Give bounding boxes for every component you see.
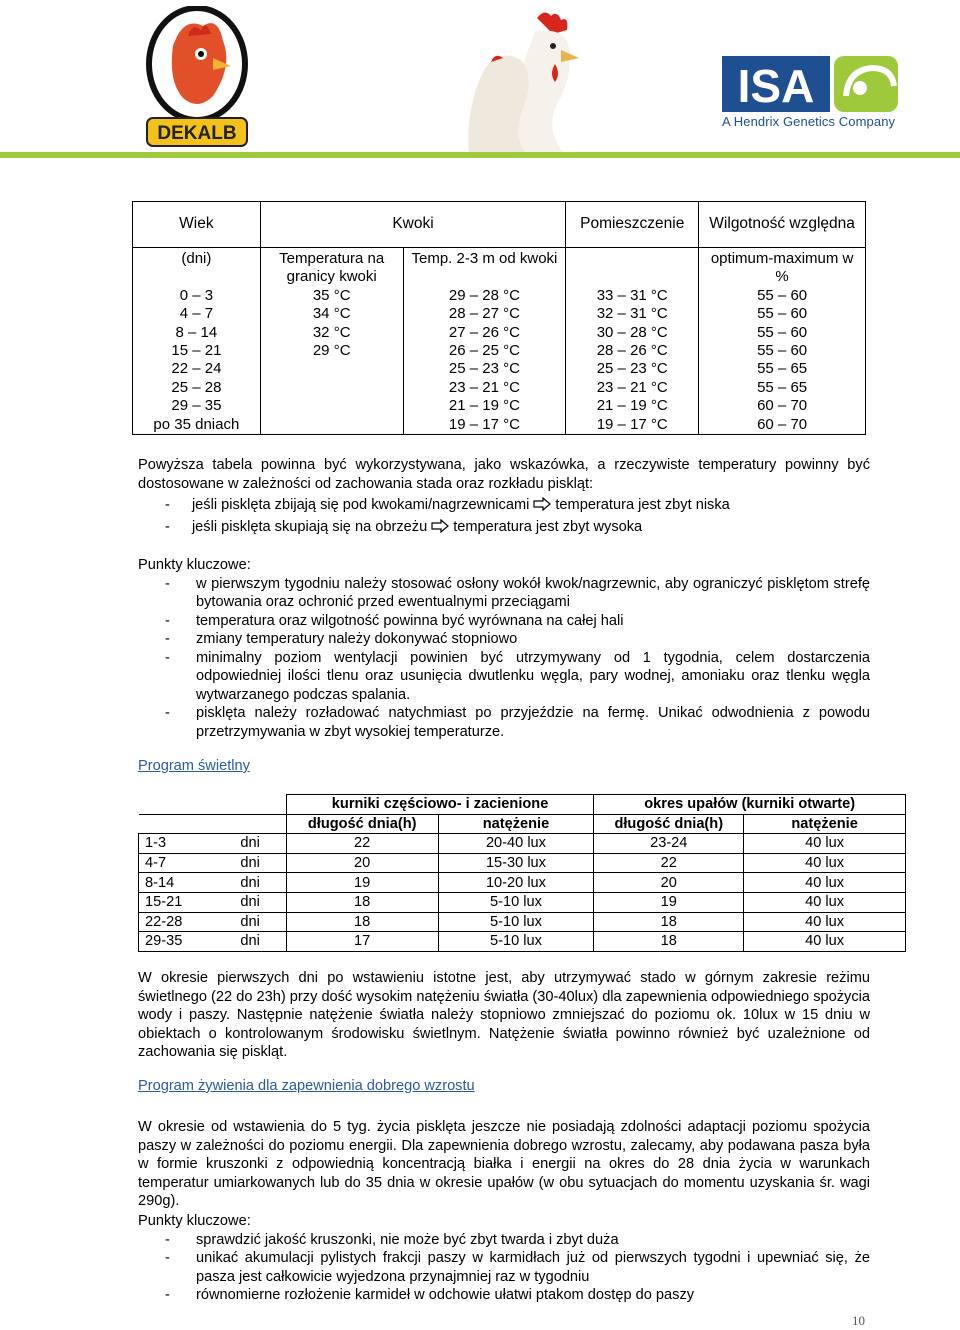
- note-item-hot: [138, 518, 870, 537]
- key-point-text: równomierne rozłożenie karmideł w odchowie ułatwi ptakom dostęp do paszy: [196, 1287, 695, 1303]
- sub-optimum: optimum-maximum w %: [699, 248, 866, 287]
- dash: -: [165, 1287, 170, 1303]
- light-table-group-header: [139, 795, 906, 815]
- humidity-cell: 55 – 60: [757, 341, 808, 359]
- room-temp-cell: 33 – 31 °C: [596, 286, 668, 304]
- temperature-table-body: [133, 287, 866, 435]
- light-row: [139, 912, 906, 932]
- room-temp-column: [566, 287, 699, 435]
- int2-cell: 40 lux: [744, 834, 906, 854]
- dash: -: [165, 631, 170, 647]
- range-cell: 4-7: [139, 853, 233, 873]
- light-row: [139, 853, 906, 873]
- key-point-text: zmiany temperatury należy dokonywać stopniowo: [196, 631, 518, 647]
- edge-temp-cell: 32 °C: [312, 323, 351, 341]
- day1-cell: 20: [286, 853, 438, 873]
- int1-cell: 10-20 lux: [438, 873, 594, 893]
- day1-cell: 18: [286, 892, 438, 912]
- int2-cell: 40 lux: [744, 892, 906, 912]
- key-points-title: Punkty kluczowe:: [138, 1213, 251, 1229]
- note-item-hot-condition: jeśli pisklęta skupiają się na obrzeżu: [191, 519, 428, 535]
- day1-cell: 22: [286, 834, 438, 854]
- feeding-key-points: [138, 1212, 870, 1305]
- range-cell: 1-3: [139, 834, 233, 854]
- key-point-item: [138, 1249, 870, 1286]
- unit-cell: dni: [232, 932, 286, 952]
- header-divider: [0, 152, 960, 158]
- age-cell: 25 – 28: [171, 378, 222, 396]
- near-temp-cell: 26 – 25 °C: [448, 341, 520, 359]
- light-row: [139, 873, 906, 893]
- int2-cell: 40 lux: [744, 912, 906, 932]
- col-intensity-1: natężenie: [438, 814, 594, 834]
- isa-logo: [722, 52, 902, 132]
- key-point-text: temperatura oraz wilgotność powinna być wyrównana na całej hali: [196, 612, 624, 629]
- edge-temp-cell: [265, 379, 399, 397]
- col-wilgotnosc: Wilgotność względna: [699, 202, 866, 248]
- blank-cell: [139, 795, 287, 815]
- dash: -: [165, 649, 170, 666]
- int1-cell: 5-10 lux: [438, 932, 594, 952]
- key-point-text: unikać akumulacji pylistych frakcji paszy w karmidłach już od pierwszych tygodni i upewniać się, że pasza jest całkowicie wyjedzona przynajmniej raz w tygodniu: [196, 1250, 870, 1285]
- edge-temp-cell: 35 °C: [312, 286, 351, 304]
- room-temp-cell: 23 – 21 °C: [596, 378, 668, 396]
- int1-cell: 5-10 lux: [438, 892, 594, 912]
- day2-cell: 19: [594, 892, 744, 912]
- humidity-cell: 55 – 60: [757, 286, 808, 304]
- light-row: [139, 892, 906, 912]
- sub-temp-2-3m: Temp. 2-3 m od kwoki: [403, 248, 566, 287]
- temperature-table: [132, 201, 866, 435]
- col-wiek: Wiek: [133, 202, 261, 248]
- note-item-cold-condition: jeśli pisklęta zbijają się pod kwokami/nagrzewnicami: [191, 497, 530, 513]
- key-points-title: Punkty kluczowe:: [138, 557, 251, 573]
- humidity-cell: 55 – 60: [757, 323, 808, 341]
- key-point-text: pisklęta należy rozładować natychmiast po przyjeździe na fermę. Unikać odwodnienia z powodu przetrzymywania w zbyt wysokiej temperaturze.: [196, 705, 870, 740]
- dash: -: [165, 612, 170, 629]
- near-temp-cell: 27 – 26 °C: [448, 323, 520, 341]
- light-program-paragraph: W okresie pierwszych dni po wstawieniu istotne jest, aby utrzymywać stado w górnym zakresie reżimu świetlnego (22 do 23h) przy dość wysokim natężeniu światła (30-40lux) dla zapewnienia odpowiedniego spożycia wody i paszy. Następnie natężenie światła należy stopniowo zmniejszać do poziomu ok. 10lux w 15 dniu w obiektach o kontrolowanym środowisku świetlnym. Natężenie światła powinno również być uzależnione od zachowania się piskląt.: [138, 970, 870, 1060]
- day2-cell: 18: [594, 932, 744, 952]
- sub-dni: (dni): [133, 248, 261, 287]
- arrow-right-icon: [431, 519, 449, 533]
- age-cell: 0 – 3: [179, 286, 214, 304]
- humidity-cell: 55 – 60: [757, 305, 808, 323]
- page-number: 10: [852, 1313, 865, 1328]
- light-row: [139, 834, 906, 854]
- edge-temp-cell: [265, 360, 399, 378]
- int1-cell: 15-30 lux: [438, 853, 594, 873]
- dash: -: [165, 705, 170, 721]
- age-cell: 8 – 14: [175, 323, 218, 341]
- dash: -: [165, 1250, 170, 1266]
- key-point-item: [138, 612, 870, 631]
- sub-temp-granica: Temperatura na granicy kwoki: [260, 248, 403, 287]
- edge-temp-cell: [265, 397, 399, 415]
- near-temp-cell: 25 – 23 °C: [448, 360, 520, 378]
- key-point-item: [138, 630, 870, 649]
- near-temp-cell: 19 – 17 °C: [448, 415, 520, 433]
- col-intensity-2: natężenie: [744, 814, 906, 834]
- note-item-cold-result: temperatura jest zbyt niska: [555, 497, 730, 513]
- near-temp-cell: 21 – 19 °C: [448, 397, 520, 415]
- age-cell: 22 – 24: [171, 360, 222, 378]
- key-point-item: [138, 1231, 870, 1250]
- near-temp-cell: 28 – 27 °C: [448, 305, 520, 323]
- table-note: Powyższa tabela powinna być wykorzystywana, jako wskazówka, a rzeczywiste temperatury powinny być dostosowane w zależności od zachowania stada oraz rozkładu piskląt:: [138, 457, 870, 492]
- room-temp-cell: 32 – 31 °C: [596, 305, 668, 323]
- near-temp-cell: 23 – 21 °C: [448, 378, 520, 396]
- int2-cell: 40 lux: [744, 853, 906, 873]
- group-hot: okres upałów (kurniki otwarte): [594, 795, 906, 815]
- light-program-link[interactable]: Program świetlny: [138, 758, 250, 774]
- day2-cell: 22: [594, 853, 744, 873]
- int2-cell: 40 lux: [744, 873, 906, 893]
- hens-image: [465, 8, 585, 152]
- humidity-cell: 55 – 65: [757, 360, 808, 378]
- key-point-item: [138, 704, 870, 741]
- day1-cell: 18: [286, 912, 438, 932]
- room-temp-cell: 28 – 26 °C: [596, 341, 668, 359]
- key-point-item: [138, 649, 870, 705]
- unit-cell: dni: [232, 912, 286, 932]
- near-temp-cell: 29 – 28 °C: [448, 286, 520, 304]
- key-point-item: [138, 1286, 870, 1305]
- near-temp-column: [403, 287, 566, 435]
- light-table-col-header: [139, 814, 906, 834]
- feeding-program-link[interactable]: Program żywienia dla zapewnienia dobrego wzrostu: [138, 1078, 475, 1094]
- day2-cell: 20: [594, 873, 744, 893]
- int1-cell: 20-40 lux: [438, 834, 594, 854]
- note-item-cold: [138, 496, 870, 515]
- key-point-text: sprawdzić jakość kruszonki, nie może być zbyt twarda i zbyt duża: [196, 1231, 619, 1248]
- col-day-length-1: długość dnia(h): [286, 814, 438, 834]
- day1-cell: 17: [286, 932, 438, 952]
- humidity-cell: 60 – 70: [757, 397, 808, 415]
- day2-cell: 18: [594, 912, 744, 932]
- key-point-text: w pierwszym tygodniu należy stosować osłony wokół kwok/nagrzewnic, aby ograniczyć pisklętom strefę bytowania oraz ochronić przed ewentualnymi przeciągami: [196, 575, 870, 610]
- room-temp-cell: 25 – 23 °C: [596, 360, 668, 378]
- edge-temp-cell: 34 °C: [312, 305, 351, 323]
- page-header: [0, 0, 960, 160]
- note-item-hot-result: temperatura jest zbyt wysoka: [453, 519, 643, 535]
- range-cell: 8-14: [139, 873, 233, 893]
- col-pomieszczenie: Pomieszczenie: [566, 202, 699, 248]
- int2-cell: 40 lux: [744, 932, 906, 952]
- range-cell: 15-21: [139, 892, 233, 912]
- range-cell: 29-35: [139, 932, 233, 952]
- blank-cell: [139, 814, 287, 834]
- int1-cell: 5-10 lux: [438, 912, 594, 932]
- room-temp-cell: 21 – 19 °C: [596, 397, 668, 415]
- isa-wordmark: ISA: [737, 60, 815, 112]
- dekalb-wordmark: DEKALB: [157, 123, 237, 144]
- age-cell: 15 – 21: [171, 341, 222, 359]
- range-cell: 22-28: [139, 912, 233, 932]
- isa-tagline: A Hendrix Genetics Company: [722, 114, 896, 129]
- arrow-right-icon: [533, 497, 551, 511]
- edge-temp-cell: [265, 416, 399, 434]
- day1-cell: 19: [286, 873, 438, 893]
- room-temp-cell: 19 – 17 °C: [596, 415, 668, 433]
- key-point-item: [138, 575, 870, 612]
- unit-cell: dni: [232, 853, 286, 873]
- light-program-table: [138, 794, 906, 952]
- edge-temp-column: [260, 287, 403, 435]
- age-column: [133, 287, 261, 435]
- sub-room-blank: [566, 248, 699, 287]
- humidity-cell: 60 – 70: [757, 415, 808, 433]
- feeding-paragraph: W okresie od wstawienia do 5 tyg. życia pisklęta jeszcze nie posiadają zdolności adaptacji poziomu spożycia paszy w zależności do poziomu energii. Dla zapewnienia dobrego wzrostu, zalecamy, aby podawana pasza była w formie kruszonki z odpowiednią koncentracją białka i energii na okres do 28 dnia życia w warunkach temperatur umiarkowanych lub do 35 dnia w okresie upałów (w obu sytuacjach do momentu uzyskania śr. wagi 290g).: [138, 1119, 870, 1209]
- col-kwoki: Kwoki: [260, 202, 566, 248]
- key-point-text: minimalny poziom wentylacji powinien być utrzymywany od 1 tygodnia, celem dostarczenia odpowiedniej ilości tlenu oraz usunięcia dwutlenku węgla, pary wodnej, amoniaku oraz tlenku węgla wytwarzanego podczas spalania.: [196, 649, 870, 703]
- group-shaded: kurniki częściowo- i zacienione: [286, 795, 594, 815]
- dash: -: [165, 575, 170, 592]
- col-day-length-2: długość dnia(h): [594, 814, 744, 834]
- edge-temp-cell: 29 °C: [312, 341, 351, 359]
- humidity-cell: 55 – 65: [757, 378, 808, 396]
- temperature-table-header: [133, 202, 866, 248]
- temperature-table-subheader: [133, 248, 866, 287]
- key-points-section: [138, 556, 870, 741]
- dash: -: [165, 519, 170, 535]
- age-cell: 29 – 35: [171, 397, 222, 415]
- light-row: [139, 932, 906, 952]
- unit-cell: dni: [232, 873, 286, 893]
- unit-cell: dni: [232, 834, 286, 854]
- humidity-column: [699, 287, 866, 435]
- dash: -: [165, 497, 170, 513]
- age-cell: 4 – 7: [179, 305, 214, 323]
- dekalb-logo: [143, 6, 251, 148]
- day2-cell: 23-24: [594, 834, 744, 854]
- dash: -: [165, 1231, 170, 1248]
- age-cell: po 35 dniach: [153, 415, 240, 433]
- room-temp-cell: 30 – 28 °C: [596, 323, 668, 341]
- unit-cell: dni: [232, 892, 286, 912]
